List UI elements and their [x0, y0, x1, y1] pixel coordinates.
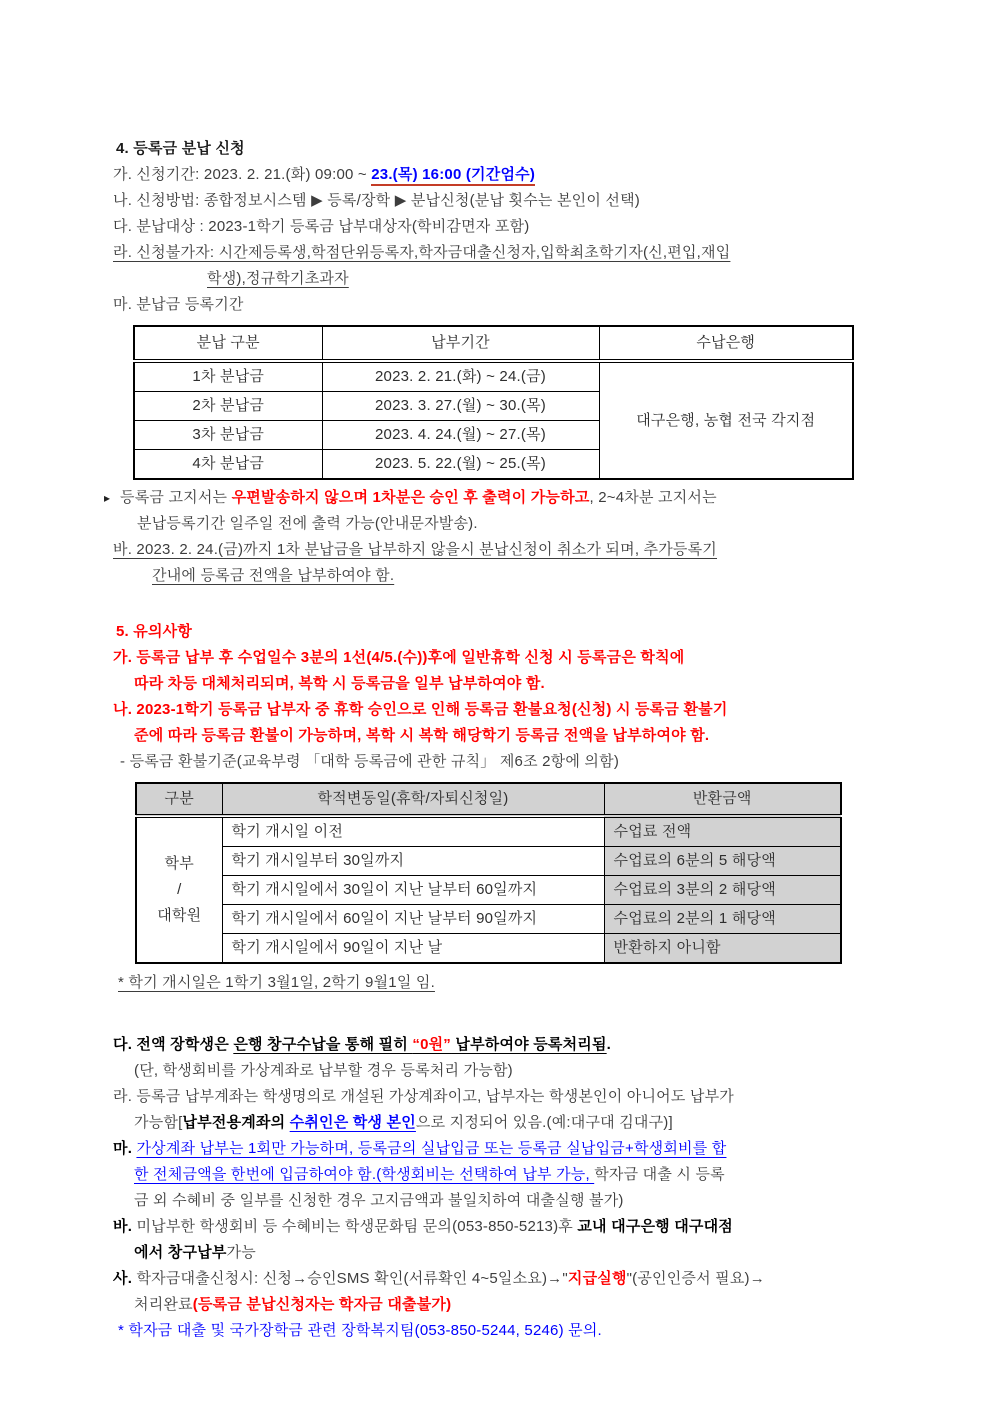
cell-group [136, 816, 222, 963]
item-4-ineligible-line1 [113, 240, 914, 266]
cell-installment-2: 2차 분납금 [134, 392, 322, 421]
table-header-row [136, 783, 841, 816]
cell-installment-4: 4차 분납금 [134, 450, 322, 480]
installment-schedule-table [133, 325, 854, 480]
ineligible-underline-2: 학생),정규학기초과자 [207, 270, 349, 287]
table-row [136, 847, 841, 876]
notice-bill-line1 [104, 485, 914, 511]
notice-red-emphasis: 우편발송하지 않으며 1차분은 승인 후 출력이 가능하고 [231, 489, 590, 506]
virtual-account-blue-1: 가상계좌 납부는 1회만 가능하며, 등록금의 실납입금 또는 등록금 실납입금+학생회비를 합 [136, 1140, 727, 1157]
item-5-scholarship-line1 [113, 1032, 914, 1058]
loan-contact-note: * 학자금 대출 및 국가장학금 관련 장학복지팀(053-850-5244, 5246) 문의. [118, 1322, 602, 1339]
virtual-account-rest: 학자금 대출 시 등록 [594, 1166, 725, 1183]
application-period-text: 가. 신청기간: 2023. 2. 21.(화) 09:00 ~ [113, 166, 372, 183]
unpaid-fee-bold-1: 교내 대구은행 대구대점 [577, 1218, 733, 1235]
loan-complete: 처리완료 [134, 1296, 193, 1313]
item-5-virtual-account-line3: 금 외 수혜비 중 일부를 신청한 경우 고지금액과 불일치하여 대출실행 불가) [134, 1192, 624, 1209]
item-5-account-line2 [134, 1110, 914, 1136]
item-4-installment-period: 마. 분납금 등록기간 [113, 296, 244, 313]
notice-post: , 2~4차분 고지서는 [589, 489, 717, 506]
payee-blue-underline: 수취인은 학생 본인 [289, 1114, 416, 1131]
loan-pre: 학자금대출신청시: 신청→승인SMS 확인(서류확인 4~5일소요)→" [136, 1270, 568, 1287]
group-line-3: 대학원 [157, 907, 202, 924]
scholarship-u2: 납부하여야 등록처리됨 [451, 1036, 607, 1053]
cell-change-3: 학기 개시일에서 30일이 지난 날부터 60일까지 [222, 876, 604, 905]
col-header-change-date: 학적변동일(휴학/자퇴신청일) [222, 783, 604, 816]
zero-won-red: “0원” [412, 1036, 452, 1053]
unpaid-fee-tail: 가능 [226, 1244, 256, 1261]
item-5-loan-line1 [113, 1266, 914, 1292]
item-5-refund-line2: 준에 따라 등록금 환불이 가능하며, 복학 시 복학 해당학기 등록금 전액을 납부하여야 함. [134, 727, 710, 744]
unpaid-fee-pre: 미납부한 학생회비 등 수혜비는 학생문화팀 문의(053-850-5213)후 [136, 1218, 578, 1235]
cell-installment-3: 3차 분납금 [134, 421, 322, 450]
cell-change-4: 학기 개시일에서 60일이 지난 날부터 90일까지 [222, 905, 604, 934]
notice-pre: 등록금 고지서는 [120, 489, 232, 506]
loan-mid: "(공인인증서 필요)→ [626, 1270, 765, 1287]
ineligible-underline-1: 라. 신청불가자: 시간제등록생,학점단위등록자,학자금대출신청자,입학최초학기자(신,편입,재입 [113, 244, 731, 261]
loan-label: 사. [113, 1270, 137, 1287]
cell-refund-1: 수업료 전액 [604, 816, 841, 847]
cell-period-2: 2023. 3. 27.(월) ~ 30.(목) [322, 392, 599, 421]
account-pre: 가능함[ [134, 1114, 183, 1131]
cell-change-1: 학기 개시일 이전 [222, 816, 604, 847]
account-bold: 납부전용계좌의 [182, 1114, 290, 1131]
cell-period-1: 2023. 2. 21.(화) ~ 24.(금) [322, 361, 599, 392]
notice-bill-line2: 분납등록기간 일주일 전에 출력 가능(안내문자발송). [137, 515, 478, 532]
item-5-refund-line1: 나. 2023-1학기 등록금 납부자 중 휴학 승인으로 인해 등록금 환불요청(신청) 시 등록금 환불기 [113, 701, 728, 718]
semester-start-note [118, 970, 914, 996]
group-line-2: / [177, 881, 182, 898]
item-4-application-period [113, 162, 914, 188]
refund-standard-note: - 등록금 환불기준(교육부령 「대학 등록금에 관한 규칙」 제6조 2항에 의함) [120, 753, 620, 770]
item-5-leave-line2: 따라 차등 대체처리되며, 복학 시 등록금을 일부 납부하여야 함. [134, 675, 545, 692]
col-header-pay-period: 납부기간 [322, 326, 599, 361]
item-5-leave-line1: 가. 등록금 납부 후 수업일수 3분의 1선(4/5.(수))후에 일반휴학 신청 시 등록금은 학칙에 [113, 649, 685, 666]
document-body [104, 136, 914, 1344]
triangle-bullet-icon: ▸ [104, 491, 111, 505]
item-5-scholarship-line2: (단, 학생회비를 가상계좌로 납부할 경우 등록처리 가능함) [134, 1062, 513, 1079]
deadline-highlight: 23.(목) 16:00 (기간엄수) [371, 166, 535, 186]
semester-start-underline: * 학기 개시일은 1학기 3월1일, 2학기 9월1일 임. [118, 974, 435, 991]
account-post: 으로 지정되어 있음.(예:대구대 김대구)] [415, 1114, 673, 1131]
loan-execute-red: 지급실행 [567, 1270, 627, 1287]
virtual-account-blue-2: 한 전체금액을 한번에 입금하여야 함.(학생회비는 선택하여 납부 가능, [134, 1166, 595, 1183]
item-5-unpaid-fee-line2 [134, 1240, 914, 1266]
scholarship-u1: 은행 창구수납을 통해 필히 [233, 1036, 413, 1053]
col-header-category: 구분 [136, 783, 222, 816]
item-5-virtual-account-line2 [134, 1162, 914, 1188]
cell-bank: 대구은행, 농협 전국 각지점 [599, 361, 853, 479]
col-header-bank: 수납은행 [599, 326, 853, 361]
cancel-underline-1: 바. 2023. 2. 24.(금)까지 1차 분납금을 납부하지 않을시 분납신청이 취소가 되며, 추가등록기 [113, 541, 718, 558]
scholarship-tail: . [606, 1036, 612, 1053]
cancel-underline-2: 간내에 등록금 전액을 납부하여야 함. [152, 567, 395, 584]
loan-restriction-red: (등록금 분납신청자는 학자금 대출불가) [192, 1296, 452, 1313]
item-5-loan-line2 [134, 1292, 914, 1318]
virtual-account-label: 마. [113, 1140, 137, 1157]
table-row [134, 361, 853, 392]
cell-refund-5: 반환하지 아니함 [604, 934, 841, 964]
cell-refund-2: 수업료의 6분의 5 해당액 [604, 847, 841, 876]
col-header-installment: 분납 구분 [134, 326, 322, 361]
cell-period-3: 2023. 4. 24.(월) ~ 27.(목) [322, 421, 599, 450]
scholarship-bold-pre: 다. 전액 장학생은 [113, 1036, 234, 1053]
cell-period-4: 2023. 5. 22.(월) ~ 25.(목) [322, 450, 599, 480]
item-4-application-method: 나. 신청방법: 종합정보시스템 ▶ 등록/장학 ▶ 분납신청(분납 횟수는 본인이 선택) [113, 192, 640, 209]
item-4-ineligible-line2 [207, 266, 914, 292]
table-row [136, 905, 841, 934]
table-header-row [134, 326, 853, 361]
scholarship-underline [233, 1036, 606, 1053]
item-5-account-line1: 라. 등록금 납부계좌는 학생명의로 개설된 가상계좌이고, 납부자는 학생본인이 아니어도 납부가 [113, 1088, 734, 1105]
section-4-title: 4. 등록금 분납 신청 [116, 140, 245, 157]
item-4-cancel-line1 [113, 537, 914, 563]
col-header-refund-amount: 반환금액 [604, 783, 841, 816]
item-4-cancel-line2 [152, 563, 914, 589]
table-row [136, 876, 841, 905]
group-line-1: 학부 [164, 855, 194, 872]
cell-change-2: 학기 개시일부터 30일까지 [222, 847, 604, 876]
table-row [136, 934, 841, 964]
item-4-eligible: 다. 분납대상 : 2023-1학기 등록금 납부대상자(학비감면자 포함) [113, 218, 530, 235]
item-5-virtual-account-line1 [113, 1136, 914, 1162]
item-5-unpaid-fee-line1 [113, 1214, 914, 1240]
cell-change-5: 학기 개시일에서 90일이 지난 날 [222, 934, 604, 964]
refund-table [135, 782, 842, 964]
unpaid-fee-bold-2: 에서 창구납부 [134, 1244, 227, 1261]
section-5-title: 5. 유의사항 [116, 623, 193, 640]
table-row [136, 816, 841, 847]
cell-refund-4: 수업료의 2분의 1 해당액 [604, 905, 841, 934]
cell-refund-3: 수업료의 3분의 2 해당액 [604, 876, 841, 905]
unpaid-fee-label: 바. [113, 1218, 137, 1235]
cell-installment-1: 1차 분납금 [134, 361, 322, 392]
